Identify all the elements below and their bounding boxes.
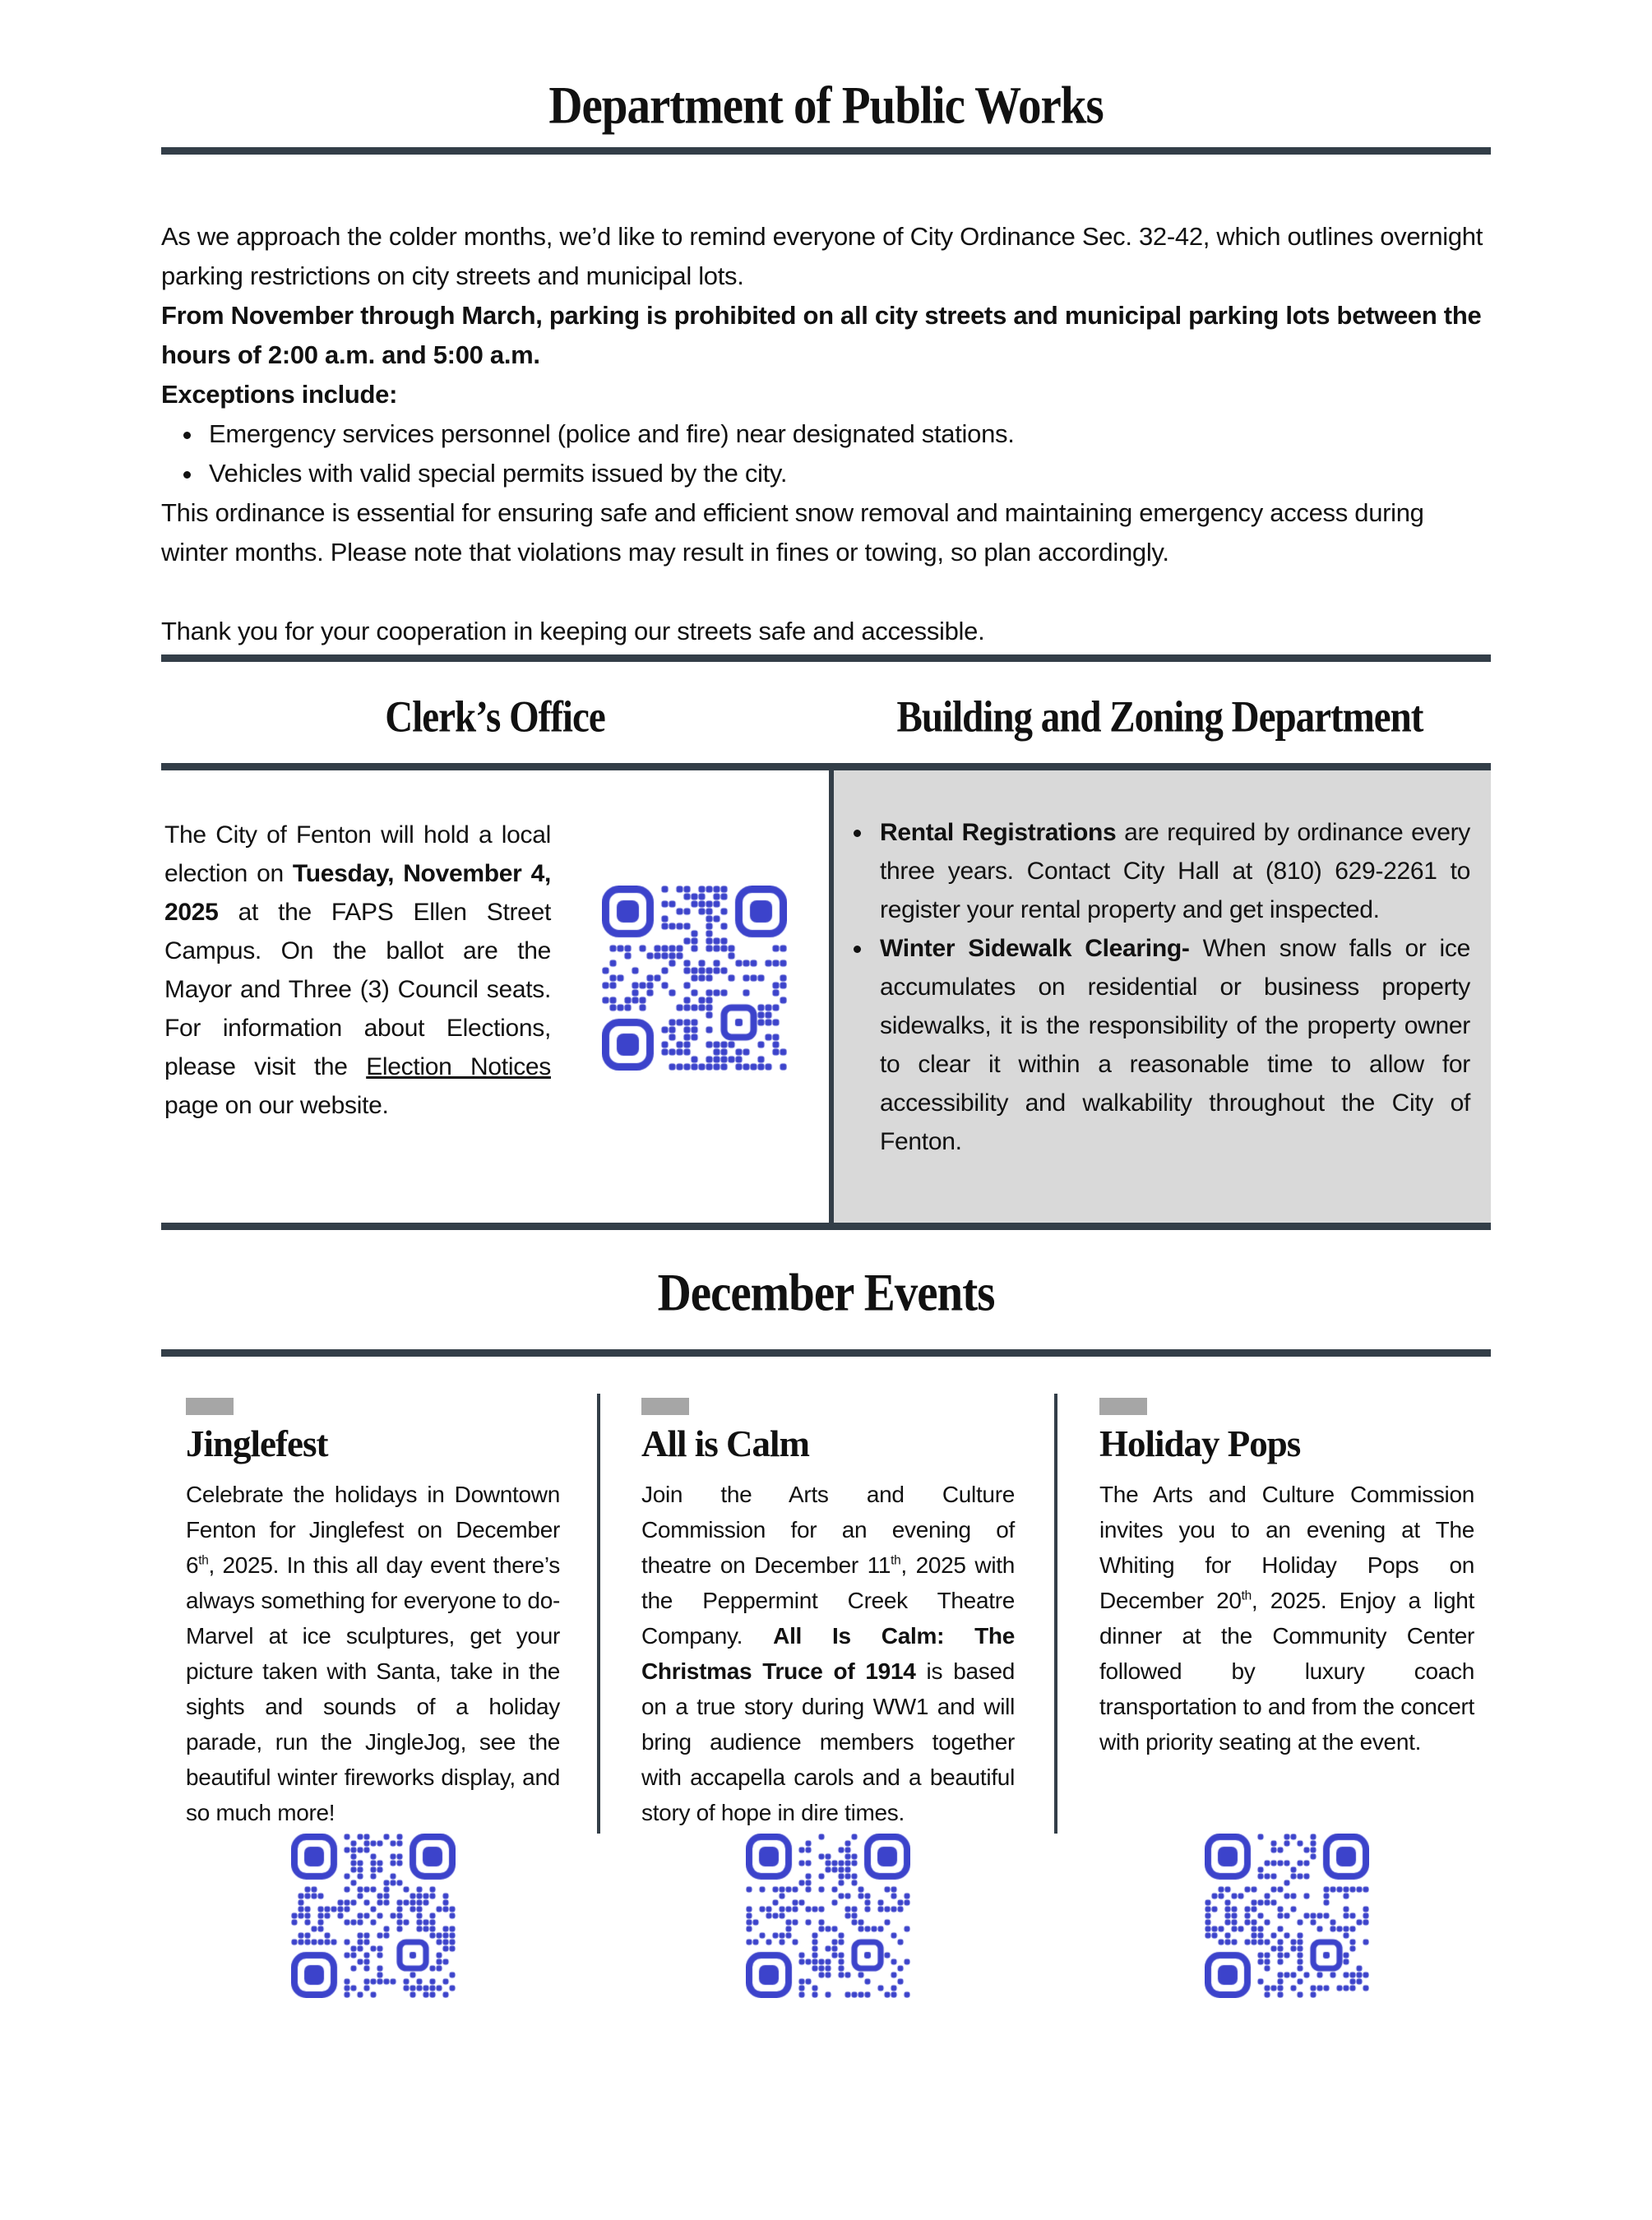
jinglefest-qr-code bbox=[291, 1834, 456, 1998]
event-accent-square bbox=[641, 1398, 689, 1415]
holiday-pops-qr-wrap bbox=[1099, 1834, 1474, 1998]
event-accent-square bbox=[186, 1398, 234, 1415]
holiday-pops-text: The Arts and Culture Commission invites you to an evening at The Whiting for Holiday Pops on December 20 bbox=[1099, 1482, 1474, 1614]
holiday-pops-description bbox=[1099, 1477, 1474, 1760]
departments-content-row bbox=[161, 770, 1491, 1223]
all-is-calm-qr-wrap bbox=[641, 1834, 1015, 1998]
sidewalk-clearing-lead: Winter Sidewalk Clearing- bbox=[880, 935, 1190, 963]
ordinal-sup: th bbox=[198, 1553, 209, 1568]
all-is-calm-show-name: All Is Calm: The Christmas Truce of 1914 bbox=[641, 1623, 1015, 1685]
zoning-list bbox=[834, 770, 1491, 1161]
section-divider bbox=[161, 654, 1491, 662]
spacer bbox=[161, 572, 1491, 612]
ordinance-note-paragraph: This ordinance is essential for ensuring safe and efficient snow removal and maintaining emergency access during winter months. Please note that violations may result in fines or towing, so plan accordingly. bbox=[161, 497, 1424, 567]
sidewalk-clearing-text: When snow falls or ice accumulates on residential or business property sidewalks, it is the responsibility of the property owner to clear it within a reasonable time to allow for accessibility and walkability throughout the City of Fenton. bbox=[880, 935, 1470, 1156]
ordinal-sup: th bbox=[1241, 1589, 1252, 1603]
clerks-office-panel bbox=[161, 770, 829, 1223]
page-title: Department of Public Works bbox=[548, 76, 1104, 136]
sidewalk-clearing-item bbox=[873, 929, 1470, 1161]
all-is-calm-text: is based on a true story during WW1 and will bring audience members together with accapella carols and a beautiful story of hope in dire times. bbox=[641, 1658, 1015, 1826]
holiday-pops-text: , 2025. Enjoy a light dinner at the Community Center followed by luxury coach transportation to and from the concert with priority seating at the event. bbox=[1099, 1588, 1474, 1755]
election-text: at the FAPS Ellen Street Campus. On the ballot are the Mayor and Three (3) Council seats. For information about Elections, please visit the bbox=[164, 899, 551, 1081]
clerks-office-heading: Clerk’s Office bbox=[385, 692, 605, 742]
jinglefest-description bbox=[186, 1477, 560, 1830]
election-date: Tuesday, November 4, 2025 bbox=[164, 860, 551, 927]
election-paragraph bbox=[164, 816, 551, 1223]
newsletter-page bbox=[161, 76, 1491, 1998]
building-zoning-heading: Building and Zoning Department bbox=[896, 692, 1423, 742]
building-zoning-panel bbox=[829, 770, 1491, 1223]
jinglefest-text: , 2025. In this all day event there’s always something for everyone to do- Marvel at ice sculptures, get your picture taken with Santa, take in the sights and sounds of a holiday parade, run the JingleJog, see the beautiful winter fireworks display, and so much more! bbox=[186, 1552, 560, 1826]
department-headings bbox=[161, 662, 1491, 764]
column-divider bbox=[597, 1394, 600, 1834]
event-jinglefest bbox=[161, 1357, 597, 1998]
exceptions-label: Exceptions include: bbox=[161, 379, 398, 409]
event-all-is-calm bbox=[597, 1357, 1054, 1998]
rental-registrations-lead: Rental Registrations bbox=[880, 819, 1117, 847]
jinglefest-title: Jinglefest bbox=[186, 1423, 328, 1465]
event-holiday-pops bbox=[1054, 1357, 1491, 1998]
section-divider bbox=[161, 763, 1491, 770]
column-divider bbox=[1054, 1394, 1057, 1834]
parking-restriction-paragraph: From November through March, parking is prohibited on all city streets and municipal parking lots between the hours of 2:00 a.m. and 5:00 a.m. bbox=[161, 300, 1482, 369]
section-divider bbox=[161, 1223, 1491, 1230]
event-accent-square bbox=[1099, 1398, 1147, 1415]
events-row bbox=[161, 1357, 1491, 1998]
all-is-calm-text: , 2025 with the Peppermint Creek Theatre Company. bbox=[641, 1552, 1016, 1649]
list-item: • Vehicles with valid special permits issued by the city. bbox=[204, 454, 1491, 493]
public-works-body bbox=[161, 217, 1491, 651]
holiday-pops-qr-code bbox=[1205, 1834, 1369, 1998]
list-item: • Emergency services personnel (police and fire) near designated stations. bbox=[204, 414, 1491, 454]
december-events-title: December Events bbox=[657, 1264, 995, 1323]
election-notices-link[interactable]: Election Notices bbox=[366, 1053, 551, 1081]
election-qr-wrap bbox=[602, 886, 787, 1223]
thanks-paragraph: Thank you for your cooperation in keeping our streets safe and accessible. bbox=[161, 616, 985, 645]
election-text: The City of Fenton will hold a local election on bbox=[164, 821, 551, 888]
jinglefest-qr-wrap bbox=[186, 1834, 560, 1998]
election-text: page on our website. bbox=[164, 1092, 389, 1120]
exceptions-list bbox=[161, 414, 1491, 493]
section-divider bbox=[161, 1349, 1491, 1357]
rental-registrations-text: are required by ordinance every three years. Contact City Hall at (810) 629-2261 to register your rental property and get inspected. bbox=[880, 819, 1470, 924]
section-divider bbox=[161, 147, 1491, 155]
jinglefest-text: Celebrate the holidays in Downtown Fenton for Jinglefest on December 6 bbox=[186, 1482, 560, 1579]
all-is-calm-title: All is Calm bbox=[641, 1423, 810, 1465]
all-is-calm-description bbox=[641, 1477, 1015, 1830]
all-is-calm-text: Join the Arts and Culture Commission for an evening of theatre on December 11 bbox=[641, 1482, 1015, 1579]
election-qr-code bbox=[602, 886, 787, 1071]
all-is-calm-qr-code bbox=[746, 1834, 910, 1998]
holiday-pops-title: Holiday Pops bbox=[1099, 1423, 1301, 1465]
ordinal-sup: th bbox=[891, 1553, 901, 1568]
rental-registrations-item bbox=[873, 813, 1470, 929]
parking-intro-paragraph: As we approach the colder months, we’d like to remind everyone of City Ordinance Sec. 32-42, which outlines overnight parking restrictions on city streets and municipal lots. bbox=[161, 221, 1483, 290]
